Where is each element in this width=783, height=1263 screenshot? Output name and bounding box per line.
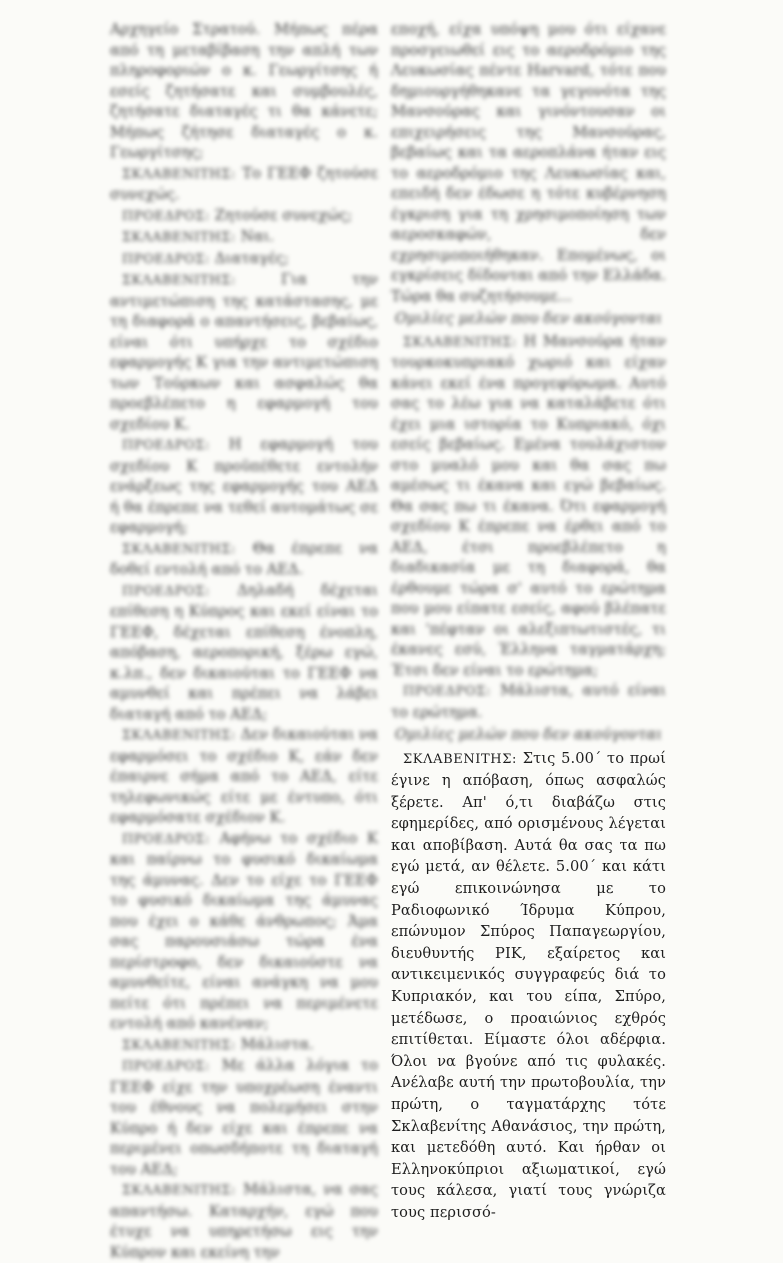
speaker-label: ΣΚΛΑΒΕΝΙΤΗΣ: [122, 230, 237, 245]
paragraph-text: Ομιλίες μελών που δεν ακούγονται [394, 310, 663, 327]
paragraph-text: Δηλαδή δέχεται επίθεση η Κύπρος και εκεί είναι το ΓΕΕΦ, δέχεται επίθεση ένοπλη, απόβαση, αεροπορική, ξέρω εγώ, κ.λπ., δεν δικαιούται το ΓΕΕΦ να αμυνθεί και πρέπει να λάβει διαταγή από το ΑΕΔ; [110, 581, 378, 723]
paragraph [110, 1056, 378, 1180]
paragraph [391, 332, 666, 682]
paragraph [110, 206, 378, 228]
paragraph-text: Δεν δικαιούται να εφαρμόσει το σχέδιο Κ, εάν δεν έπαιρνε σήμα από το ΑΕΔ, είτε τηλεφωνικώς είτε με έντυπο, ότι εφαρμόσατε σχέδιον Κ. [110, 726, 378, 826]
speaker-label: ΠΡΟΕΔΡΟΣ: [122, 208, 210, 224]
paragraph [110, 829, 378, 1035]
speaker-label: ΣΚΛΑΒΕΝΙΤΗΣ: [122, 541, 237, 557]
right-blurred-text [391, 20, 666, 746]
paragraph-text: εποχή, είχα υπόψη μου ότι είχανε προσγειωθεί εις το αεροδρόμιο της Λευκωσίας πέντε Harvard, τότε που δημιουργήθηκανε τα γεγονότα της Μανσούρας και γινόντουσαν οι επιχειρήσεις της Μανσούρας, βεβαίως και τα αεροπλάνα ήταν εις το αεροδρόμιο της Λευκωσίας και, επειδή δεν έδωσε η τότε κυβέρνηση έγκριση για τη χρησιμοποίηση των αεροσκαφών, δεν εχρησιμοποιήθηκαν. Επομένως, οι εγκρίσεις δίδονται από την Ελλάδα. Τώρα θα συζητήσουμε... [391, 21, 666, 305]
paragraph-text: Για την αντιμετώπιση της κατάστασης, με τη διαφορά ο απαντήσεις, βεβαίως, είναι ότι υπήρχε το σχέδιο εφαρμογής Κ για την αντιμετώπιση των Τούρκων και ασφαλώς θα προεβλέπετο η εφαρμογή του σχεδίου Κ. [110, 271, 378, 433]
paragraph-text: Διαταγές; [214, 249, 290, 267]
speaker-label: ΠΡΟΕΔΡΟΣ: [122, 438, 210, 453]
paragraph [110, 20, 378, 164]
paragraph-text: Αφήνω το σχέδιο Κ και παίρνω το φυσικό δικαίωμα της άμυνας. Δεν το είχε το ΓΕΕΦ το φυσικό δικαίωμα της άμυνας που έχει ο κάθε άνθρωπος; Άμα σας παρουσιάσω τώρα ένα περίστροφο, δεν δικαιούστε να αμυνθείτε, είναι ανάγκη να μου πείτε ότι πρέπει να περιμένετε εντολή από κανέναν; [110, 829, 378, 1032]
speaker-label: ΣΚΛΑΒΕΝΙΤΗΣ: [122, 1183, 237, 1198]
speaker-label: ΠΡΟΕΔΡΟΣ: [122, 251, 210, 267]
paragraph-text: Ομιλίες μελών που δεν ακούγονται [394, 726, 663, 743]
paragraph-text: Μάλιστα, αυτό είναι το ερώτημα. [391, 682, 666, 721]
paragraph [110, 227, 378, 249]
paragraph [110, 725, 378, 829]
speaker-label: ΣΚΛΑΒΕΝΙΤΗΣ: [403, 334, 518, 350]
paragraph-text: Ναι. [240, 228, 275, 245]
right-text-column [391, 20, 666, 1224]
paragraph [110, 249, 378, 271]
paragraph-text: Ζητούσε συνεχώς; [214, 206, 353, 224]
paragraph-text: Μάλιστα, να σας απαντήσω. Καταρχήν, εγώ που έτυχε να υπηρετήσω εις την Κύπρον και εκείνη την [110, 1181, 378, 1261]
paragraph-text: Θα έπρεπε να δοθεί εντολή από το ΑΕΔ. [110, 539, 378, 578]
paragraph [110, 581, 378, 726]
speaker-label: ΣΚΛΑΒΕΝΙΤΗΣ: [122, 1037, 237, 1053]
speaker-label: ΠΡΟΕΔΡΟΣ: [403, 684, 491, 699]
paragraph [110, 1035, 378, 1057]
paragraph-text: Η εφαρμογή του σχεδίου Κ προϋπέθετε εντολήν ενάρξεως της εφαρμογής του ΑΕΔ ή θα έπρεπε να τεθεί αυτομάτως σε εφαρμογή; [110, 436, 378, 536]
paragraph-text: Μάλιστα. [240, 1035, 314, 1053]
paragraph [110, 435, 378, 539]
paragraph [110, 164, 378, 206]
paragraph-text: Το ΓΕΕΦ ζητούσε συνεχώς. [110, 164, 378, 203]
speaker-label: ΣΚΛΑΒΕΝΙΤΗΣ: [122, 166, 237, 182]
paragraph [110, 539, 378, 581]
speaker-label: ΣΚΛΑΒΕΝΙΤΗΣ: [403, 751, 518, 767]
speaker-label: ΣΚΛΑΒΕΝΙΤΗΣ: [122, 728, 237, 743]
paragraph-text: Με άλλα λόγια το ΓΕΕΦ είχε την υποχρέωση έναντι του έθνους να πολεμήσει στην Κύπρο ή δεν είχε και έπρεπε να περιμένει οπωσδήποτε τη διαταγή του ΑΕΔ; [110, 1057, 378, 1178]
paragraph [110, 1180, 378, 1263]
left-text-column [110, 20, 378, 1263]
paragraph-text: Στις 5.00΄ το πρωί έγινε η απόβαση, όπως ασφαλώς ξέρετε. Απ' ό,τι διαβάζω στις εφημερίδες, από ορισμένους λέγεται και αποβίβαση. Αυτά θα σας τα πω εγώ μετά, αν θέλετε. 5.00΄ και κάτι εγώ επικοινώνησα με το Ραδιοφωνικό Ίδρυμα Κύπρου, επώνυμον Σπύρος Παπαγεωργίου, διευθυντής ΡΙΚ, εξαίρετος και αντικειμενικός συγγραφεύς διά το Κυπριακόν, και του είπα, Σπύρο, μετέδωσε, ο προαιώνιος εχθρός επιτίθεται. Είμαστε όλοι αδέρφια. Όλοι να βγούνε από τις φυλακές. Ανέλαβε αυτή την πρωτοβουλία, την πρώτη, ο ταγματάρχης τότε Σκλαβενίτης Αθανάσιος, την πρώτη, και μετεδόθη αυτό. Και ήρθαν οι Ελληνοκύπριοι αξιωματικοί, εγώ τους κάλεσα, γιατί τους γνώριζα τους περισσό- [391, 749, 666, 1221]
speaker-label: ΠΡΟΕΔΡΟΣ: [122, 583, 210, 599]
paragraph [391, 681, 666, 723]
speaker-label: ΠΡΟΕΔΡΟΣ: [122, 831, 210, 847]
stage-note [391, 309, 666, 330]
stage-note [391, 725, 666, 746]
speaker-label: ΠΡΟΕΔΡΟΣ: [122, 1059, 210, 1074]
speaker-label: ΣΚΛΑΒΕΝΙΤΗΣ: [122, 273, 237, 288]
paragraph-text: Αρχηγείο Στρατού. Μήπως πέρα από τη μεταβίβαση την απλή των πληροφοριών ο κ. Γεωργίτσης ή εσείς ζητήσατε και συμβουλές, ζητήσατε διαταγές τι θα κάνετε; Μήπως ζήτησε διαταγές ο κ. Γεωργίτσης; [110, 21, 378, 161]
paragraph [391, 20, 666, 307]
paragraph-text: Η Μανσούρα ήταν τουρκοκυπριακό χωριό και είχαν κάνει εκεί ένα προγεφύρωμα. Αυτό σας το λέω για να καταλάβετε ότι έχει μια ιστορία το Κυπριακό, όχι εσείς βεβαίως. Εμένα τουλάχιστον στο μυαλό μου και θα σας πω αμέσως τι έκανα και εγώ βεβαίως. Θα σας πω τι έκανα. Ότι εφαρμογή σχεδίου Κ έπρεπε να έρθει από το ΑΕΔ, έτσι προεβλέπετο η διαδικασία με τη διαφορά, θα έρθουμε τώρα σ' αυτό το ερώτημα που μου είπατε εσείς, αφού βλέπατε και 'πέφταν οι αλεξιπτωτιστές, τι έκανες εσύ, Έλληνα ταγματάρχη; Έτσι δεν είναι το ερώτημα; [391, 332, 666, 679]
paragraph [110, 270, 378, 435]
